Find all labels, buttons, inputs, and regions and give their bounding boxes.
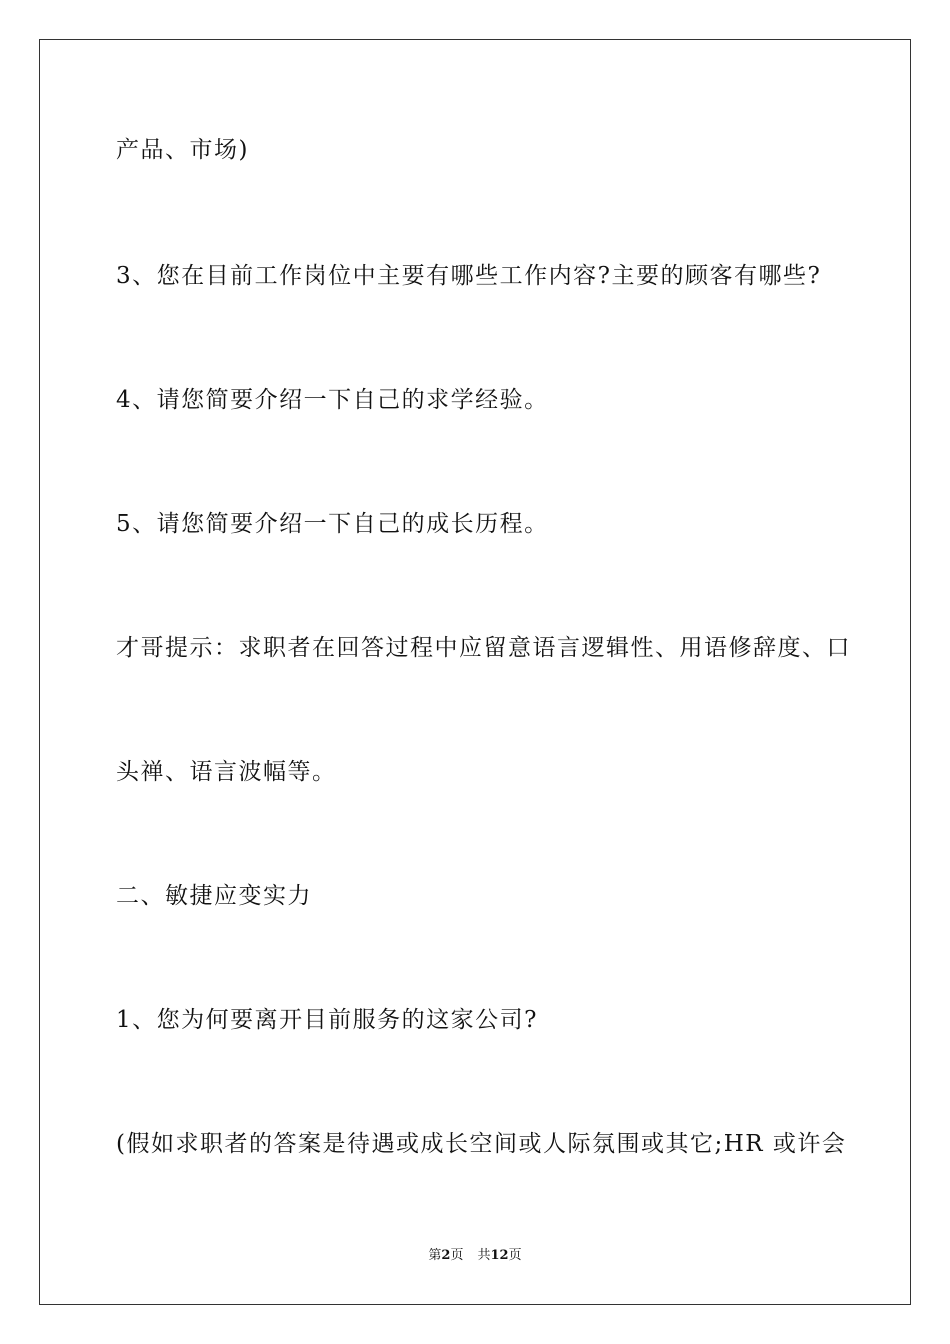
text-line-4: 5、请您简要介绍一下自己的成长历程。 xyxy=(116,511,549,537)
page-border xyxy=(39,39,911,1305)
total-suffix: 页 xyxy=(508,1248,522,1263)
page-prefix: 第 xyxy=(428,1248,442,1263)
total-prefix: 共 xyxy=(477,1248,491,1263)
section-heading: 二、敏捷应变实力 xyxy=(116,883,312,909)
text-line-3: 4、请您简要介绍一下自己的求学经验。 xyxy=(116,387,549,413)
page-number: 2 xyxy=(441,1248,451,1263)
text-line-2: 3、您在目前工作岗位中主要有哪些工作内容?主要的顾客有哪些? xyxy=(116,263,822,289)
page-suffix: 页 xyxy=(450,1248,464,1263)
text-line-9: (假如求职者的答案是待遇或成长空间或人际氛围或其它;HR 或许会 xyxy=(116,1131,847,1157)
text-line-1: 产品、市场) xyxy=(116,137,249,163)
text-line-6: 头禅、语言波幅等。 xyxy=(116,759,337,785)
total-pages: 12 xyxy=(490,1248,509,1263)
text-line-8: 1、您为何要离开目前服务的这家公司? xyxy=(116,1007,538,1033)
page-footer xyxy=(0,1248,950,1264)
text-line-5: 才哥提示：求职者在回答过程中应留意语言逻辑性、用语修辞度、口 xyxy=(116,635,851,661)
